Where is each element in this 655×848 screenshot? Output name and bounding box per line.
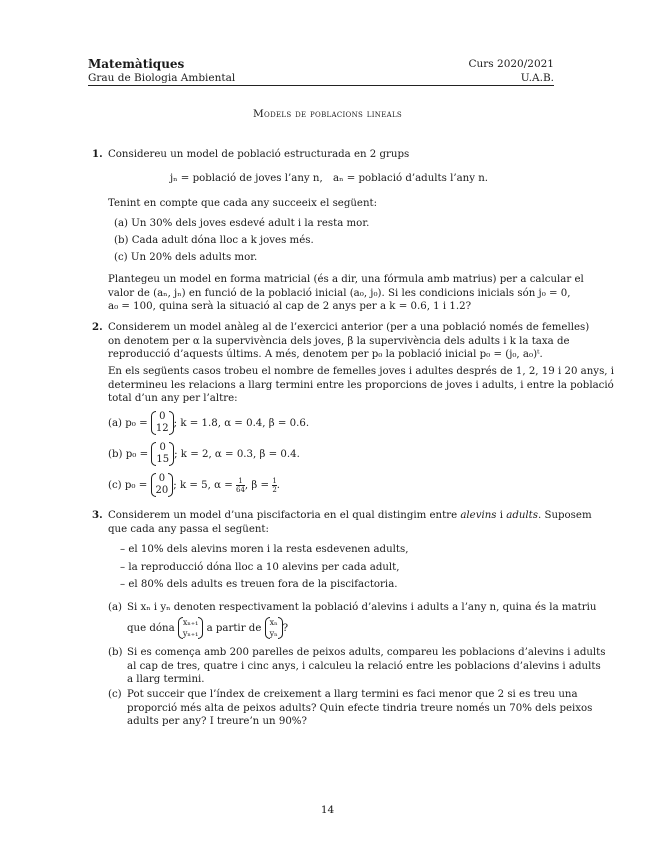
vector-current: xₙ yₙ	[265, 617, 283, 639]
case-label: (a)	[108, 418, 123, 429]
exercise-3-number: 3.	[92, 509, 103, 521]
bullet-item: – el 10% dels alevins moren i la resta esdevenen adults,	[120, 544, 409, 555]
question-b-line: Si es comença amb 200 parelles de peixos adults, compareu les poblacions d’alevins i adults	[127, 647, 606, 658]
header-divider	[88, 85, 554, 86]
exercise-3-intro: Considerem un model d’una piscifactoria en el qual distingim entre alevins i adults. Suposem	[108, 510, 592, 521]
definition-adults: aₙ = població d’adults l’any n.	[333, 173, 488, 184]
question-b-line: al cap de tres, quatre i cinc anys, i calculeu la relació entre les poblacions d’alevins i adults	[127, 660, 601, 672]
exercise-2-para-line: Considerem un model anàleg al de l’exercici anterior (per a una població només de femelles)	[108, 322, 590, 333]
question-b-label: (b)	[108, 647, 123, 658]
definition-joves: jₙ = població de joves l’any n,	[170, 173, 323, 184]
exercise-3-intro-2: que cada any passa el següent:	[108, 523, 269, 535]
degree-name: Grau de Biologia Ambiental	[88, 72, 236, 84]
case-lead: p₀ =	[124, 480, 148, 491]
exercise-1-lead: Tenint en compte que cada any succeeix el següent:	[108, 198, 378, 209]
exercise-1-intro: Considereu un model de població estructurada en 2 grups	[108, 149, 410, 160]
question-c-line: Pot succeir que l’índex de creixement a llarg termini es faci menor que 2 si es treu una	[127, 689, 578, 700]
case-c	[108, 473, 280, 497]
case-label: (c)	[108, 480, 122, 491]
question-a-line-2: que dóna xₙ₊₁ yₙ₊₁ a partir de xₙ yₙ ?	[127, 618, 289, 638]
case-params: ; k = 5, α =	[173, 480, 236, 491]
initial-vector: 0 15	[151, 442, 174, 466]
term-alevins: alevins	[460, 510, 497, 521]
list-item: (a) Un 30% dels joves esdevé adult i la resta mor.	[114, 218, 370, 229]
exercise-2-number: 2.	[92, 321, 103, 333]
vector-next: xₙ₊₁ yₙ₊₁	[178, 617, 203, 639]
exercise-1-number: 1.	[92, 148, 103, 160]
initial-vector: 0 12	[151, 411, 174, 435]
exercise-2-para-line: total d’un any per l’altre:	[108, 393, 238, 404]
exercise-2-para-line: on denotem per α la supervivència dels joves, β la supervivència dels adults i k la taxa de	[108, 335, 570, 347]
bullet-item: – la reproducció dóna lloc a 10 alevins per cada adult,	[120, 562, 400, 573]
bullet-item: – el 80% dels adults es treuen fora de la piscifactoria.	[120, 579, 398, 590]
exercise-2-para-line: determineu les relacions a llarg termini entre les proporcions de joves i adults, i entre la població	[108, 379, 614, 391]
exercise-1-para-line: a₀ = 100, quina serà la situació al cap de 2 anys per a k = 0.6, 1 i 1.2?	[108, 301, 472, 312]
case-lead: p₀ =	[125, 449, 149, 460]
document-title: Models de poblacions lineals	[252, 108, 402, 120]
beta-fraction: $\frac{1}{2}$	[272, 476, 277, 494]
list-item: (c) Un 20% dels adults mor.	[114, 252, 258, 263]
case-params: , β =	[244, 480, 273, 491]
exercise-1-para-line: valor de (aₙ, jₙ) en funció de la població inicial (a₀, j₀). Si les condicions inicials són j₀ = 0,	[108, 287, 571, 299]
course-title: Matemàtiques	[88, 57, 185, 71]
institution: U.A.B.	[520, 72, 554, 84]
exercise-2-para-line: En els següents casos trobeu el nombre de femelles joves i adultes després de 1, 2, 19 i 20 anys, i	[108, 366, 615, 377]
question-b-line: a llarg termini.	[127, 674, 205, 685]
initial-vector: 0 20	[151, 473, 174, 497]
case-label: (b)	[108, 449, 123, 460]
case-params: ; k = 2, α = 0.3, β = 0.4.	[174, 449, 300, 460]
case-params: .	[276, 480, 281, 491]
question-c-label: (c)	[108, 689, 122, 700]
term-adults: adults	[506, 510, 539, 521]
exercise-1-para-line: Plantegeu un model en forma matricial (és a dir, una fórmula amb matrius) per a calcular el	[108, 274, 584, 285]
exercise-2-para-line: reproducció d’aquests últims. A més, denotem per p₀ la població inicial p₀ = (j₀, a₀)ᵗ.	[108, 349, 543, 360]
page-number: 14	[320, 804, 335, 816]
question-a-label: (a)	[108, 602, 123, 613]
list-item: (b) Cada adult dóna lloc a k joves més.	[114, 235, 314, 246]
header-right	[468, 57, 554, 85]
question-a-line: Si xₙ i yₙ denoten respectivament la població d’alevins i adults a l’any n, quina és la matriu	[127, 602, 597, 613]
question-c-line: proporció més alta de peixos adults? Quin efecte tindria treure només un 70% dels peixos	[127, 702, 593, 714]
course-year: Curs 2020/2021	[468, 58, 554, 70]
alpha-fraction: $\frac{1}{64}$	[236, 476, 245, 494]
header-left	[88, 57, 235, 85]
case-lead: p₀ =	[125, 418, 148, 429]
case-b	[108, 442, 300, 466]
case-params: ; k = 1.8, α = 0.4, β = 0.6.	[173, 418, 310, 429]
case-a	[108, 411, 309, 435]
question-c-line: adults per any? I treure’n un 90%?	[127, 716, 307, 727]
